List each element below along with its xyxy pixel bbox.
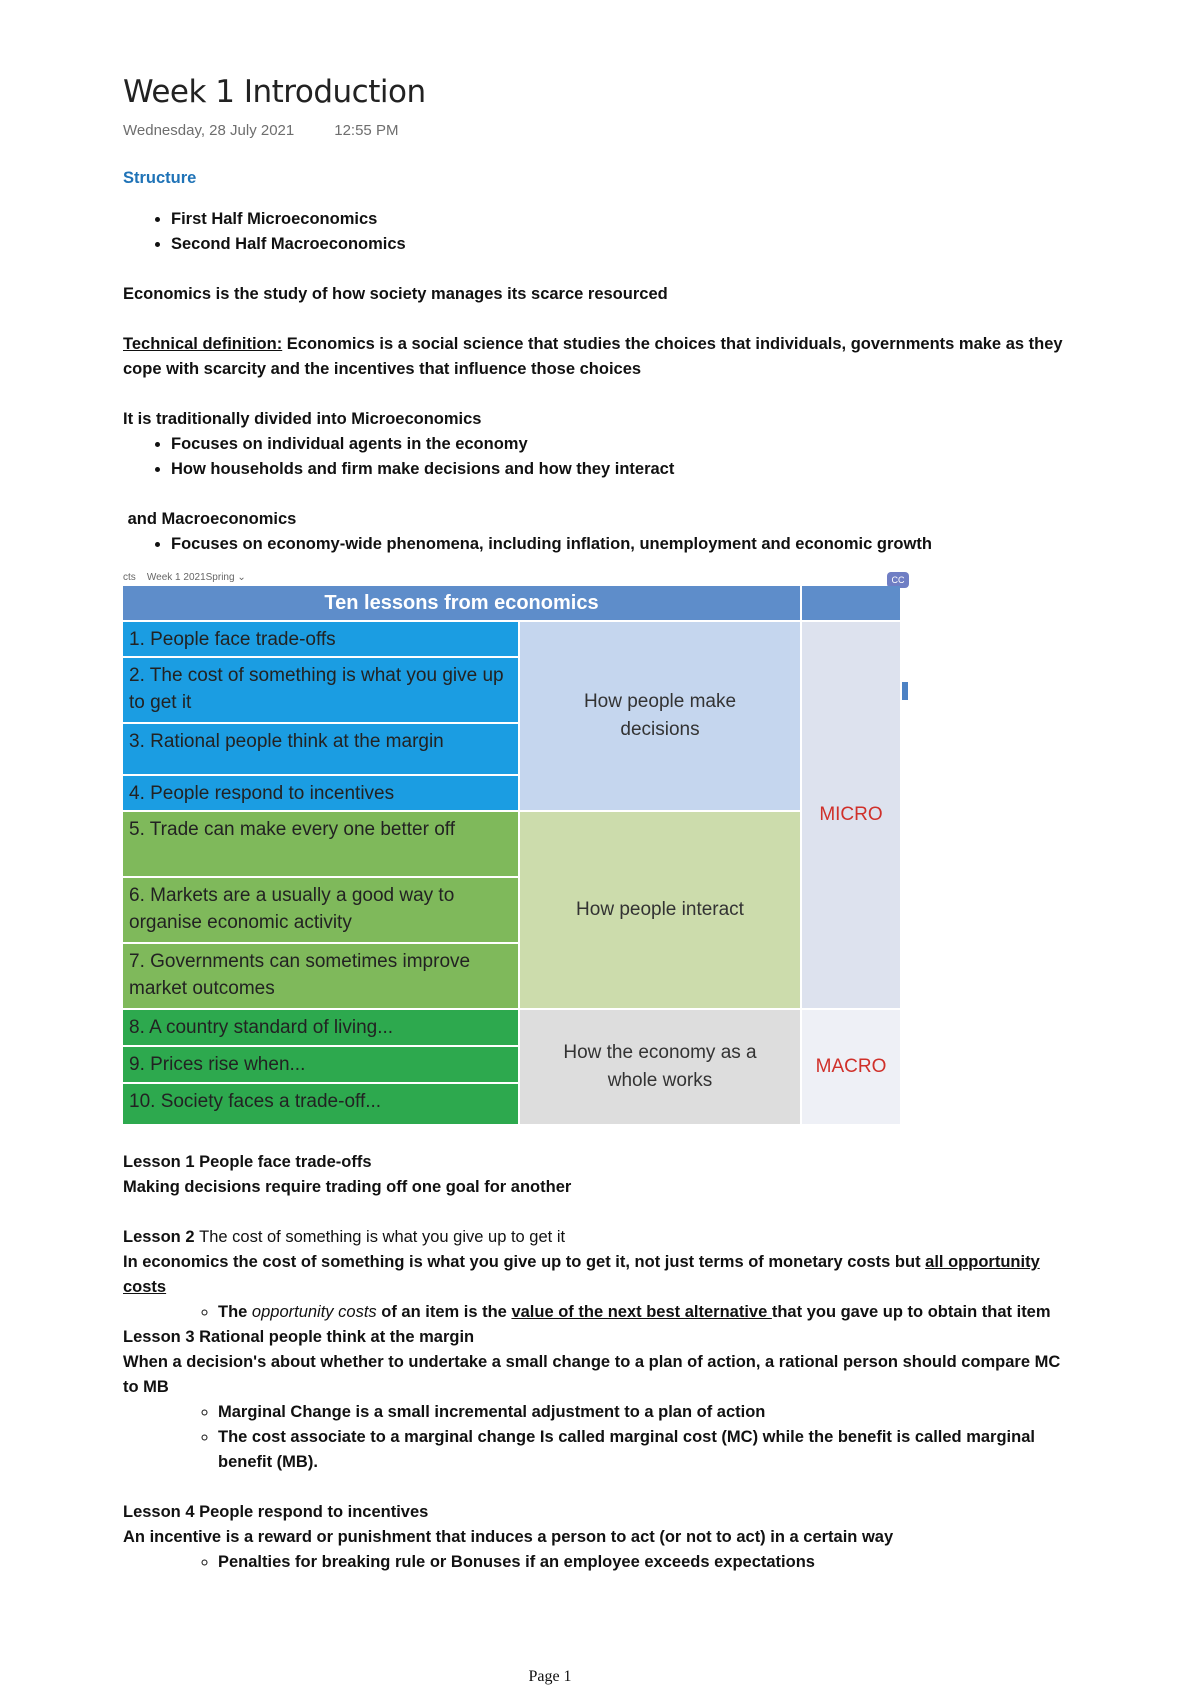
lesson-cell: 8. A country standard of living... <box>123 1010 518 1047</box>
lesson-cell: 6. Markets are a usually a good way to organise economic activity <box>123 878 518 944</box>
lesson-2-title <box>123 1225 1063 1250</box>
text-run-italic: opportunity costs <box>251 1303 377 1321</box>
scale-micro <box>802 622 900 1008</box>
group-economy <box>520 1010 800 1124</box>
scale-label: MICRO <box>819 804 883 825</box>
lesson-3-title: Lesson 3 Rational people think at the margin <box>123 1328 475 1346</box>
lesson-cell: 3. Rational people think at the margin <box>123 724 518 776</box>
list-item: ◦ Marginal Change is a small incremental adjustment to a plan of action <box>218 1400 1063 1425</box>
group-interact <box>520 812 800 1008</box>
macro-intro: and Macroeconomics <box>123 510 297 528</box>
lesson-cell: 10. Society faces a trade-off... <box>123 1084 518 1124</box>
text-run: of an item is the <box>376 1303 512 1321</box>
list-item: ◦ The cost associate to a marginal change Is called marginal cost (MC) while the benefit is called marginal benefit (MB). <box>218 1425 1063 1475</box>
list-item: • How households and firm make decisions and how they interact <box>171 457 1063 482</box>
lesson-3-text: When a decision's about whether to undertake a small change to a plan of action, a rational person should compare MC to MB <box>123 1353 1061 1396</box>
list-item: • First Half Microeconomics <box>171 207 1063 232</box>
page-number: Page 1 <box>528 1668 572 1685</box>
list-item: • Focuses on individual agents in the economy <box>171 432 1063 457</box>
slide-topbar: cts Week 1 2021Spring ⌄ <box>123 572 288 587</box>
lessons-notes <box>123 1150 1063 1575</box>
lesson-2-text-underlined: all opportunity costs <box>123 1253 1040 1296</box>
group-label: How people make decisions <box>583 691 737 740</box>
page-time: 12:55 PM <box>334 122 399 139</box>
slide-title: Ten lessons from economics <box>123 586 800 620</box>
scale-label: MACRO <box>815 1056 887 1077</box>
slide-header-blank <box>802 586 900 620</box>
lesson-2-heading: The cost of something is what you give up to get it <box>199 1228 566 1246</box>
micro-list <box>123 432 1063 482</box>
text-run: that you gave up to obtain that item <box>771 1303 1051 1321</box>
lesson-4-text: An incentive is a reward or punishment that induces a person to act (or not to act) in a certain way <box>123 1528 894 1546</box>
lesson-cell: 1. People face trade-offs <box>123 622 518 658</box>
technical-definition <box>123 332 1063 382</box>
lesson-2-text <box>123 1250 1063 1300</box>
list-item: • Second Half Macroeconomics <box>171 232 1063 257</box>
text-run-underlined: value of the next best alternative <box>511 1303 772 1321</box>
list-item <box>218 1300 1063 1325</box>
lesson-1-title: Lesson 1 People face trade-offs <box>123 1153 372 1171</box>
note-body <box>123 166 1063 557</box>
lesson-1-text: Making decisions require trading off one goal for another <box>123 1178 572 1196</box>
group-label: How people interact <box>576 899 744 920</box>
lesson-2-text-main: In economics the cost of something is what you give up to get it, not just terms of monetary costs but <box>123 1253 926 1271</box>
section-heading-structure: Structure <box>123 169 197 187</box>
technical-definition-text: Economics is a social science that studies the choices that individuals, governments make as they cope with scarcity and the incentives that influence those choices <box>123 335 1063 378</box>
lesson-2-label: Lesson 2 <box>123 1228 200 1246</box>
lesson-cell: 4. People respond to incentives <box>123 776 518 812</box>
list-item: ◦ Penalties for breaking rule or Bonuses if an employee exceeds expectations <box>218 1550 1063 1575</box>
lesson-3-list <box>123 1400 1063 1475</box>
lesson-4-title: Lesson 4 People respond to incentives <box>123 1503 429 1521</box>
technical-definition-label: Technical definition: <box>123 335 283 353</box>
group-decisions <box>520 622 800 810</box>
page-title: Week 1 Introduction <box>123 74 426 110</box>
group-label: How the economy as a whole works <box>563 1042 757 1091</box>
ten-lessons-slide-image <box>123 572 903 1124</box>
micro-intro: It is traditionally divided into Microeconomics <box>123 410 482 428</box>
closed-captions-icon: CC <box>887 572 909 588</box>
definition-text: Economics is the study of how society manages its scarce resourced <box>123 285 668 303</box>
lesson-cell: 9. Prices rise when... <box>123 1047 518 1084</box>
lesson-cell: 2. The cost of something is what you give up to get it <box>123 658 518 724</box>
lesson-cell: 5. Trade can make every one better off <box>123 812 518 878</box>
list-item: • Focuses on economy-wide phenomena, including inflation, unemployment and economic growth <box>171 532 1063 557</box>
scroll-marker-icon <box>902 682 908 700</box>
macro-list <box>123 532 1063 557</box>
structure-list <box>123 207 1063 257</box>
lesson-2-list <box>123 1300 1063 1325</box>
lesson-cell: 7. Governments can sometimes improve market outcomes <box>123 944 518 1010</box>
lesson-4-list <box>123 1550 1063 1575</box>
page-date: Wednesday, 28 July 2021 <box>123 122 295 139</box>
scale-macro <box>802 1010 900 1124</box>
text-run: The <box>218 1303 252 1321</box>
page-timestamp <box>123 122 398 139</box>
